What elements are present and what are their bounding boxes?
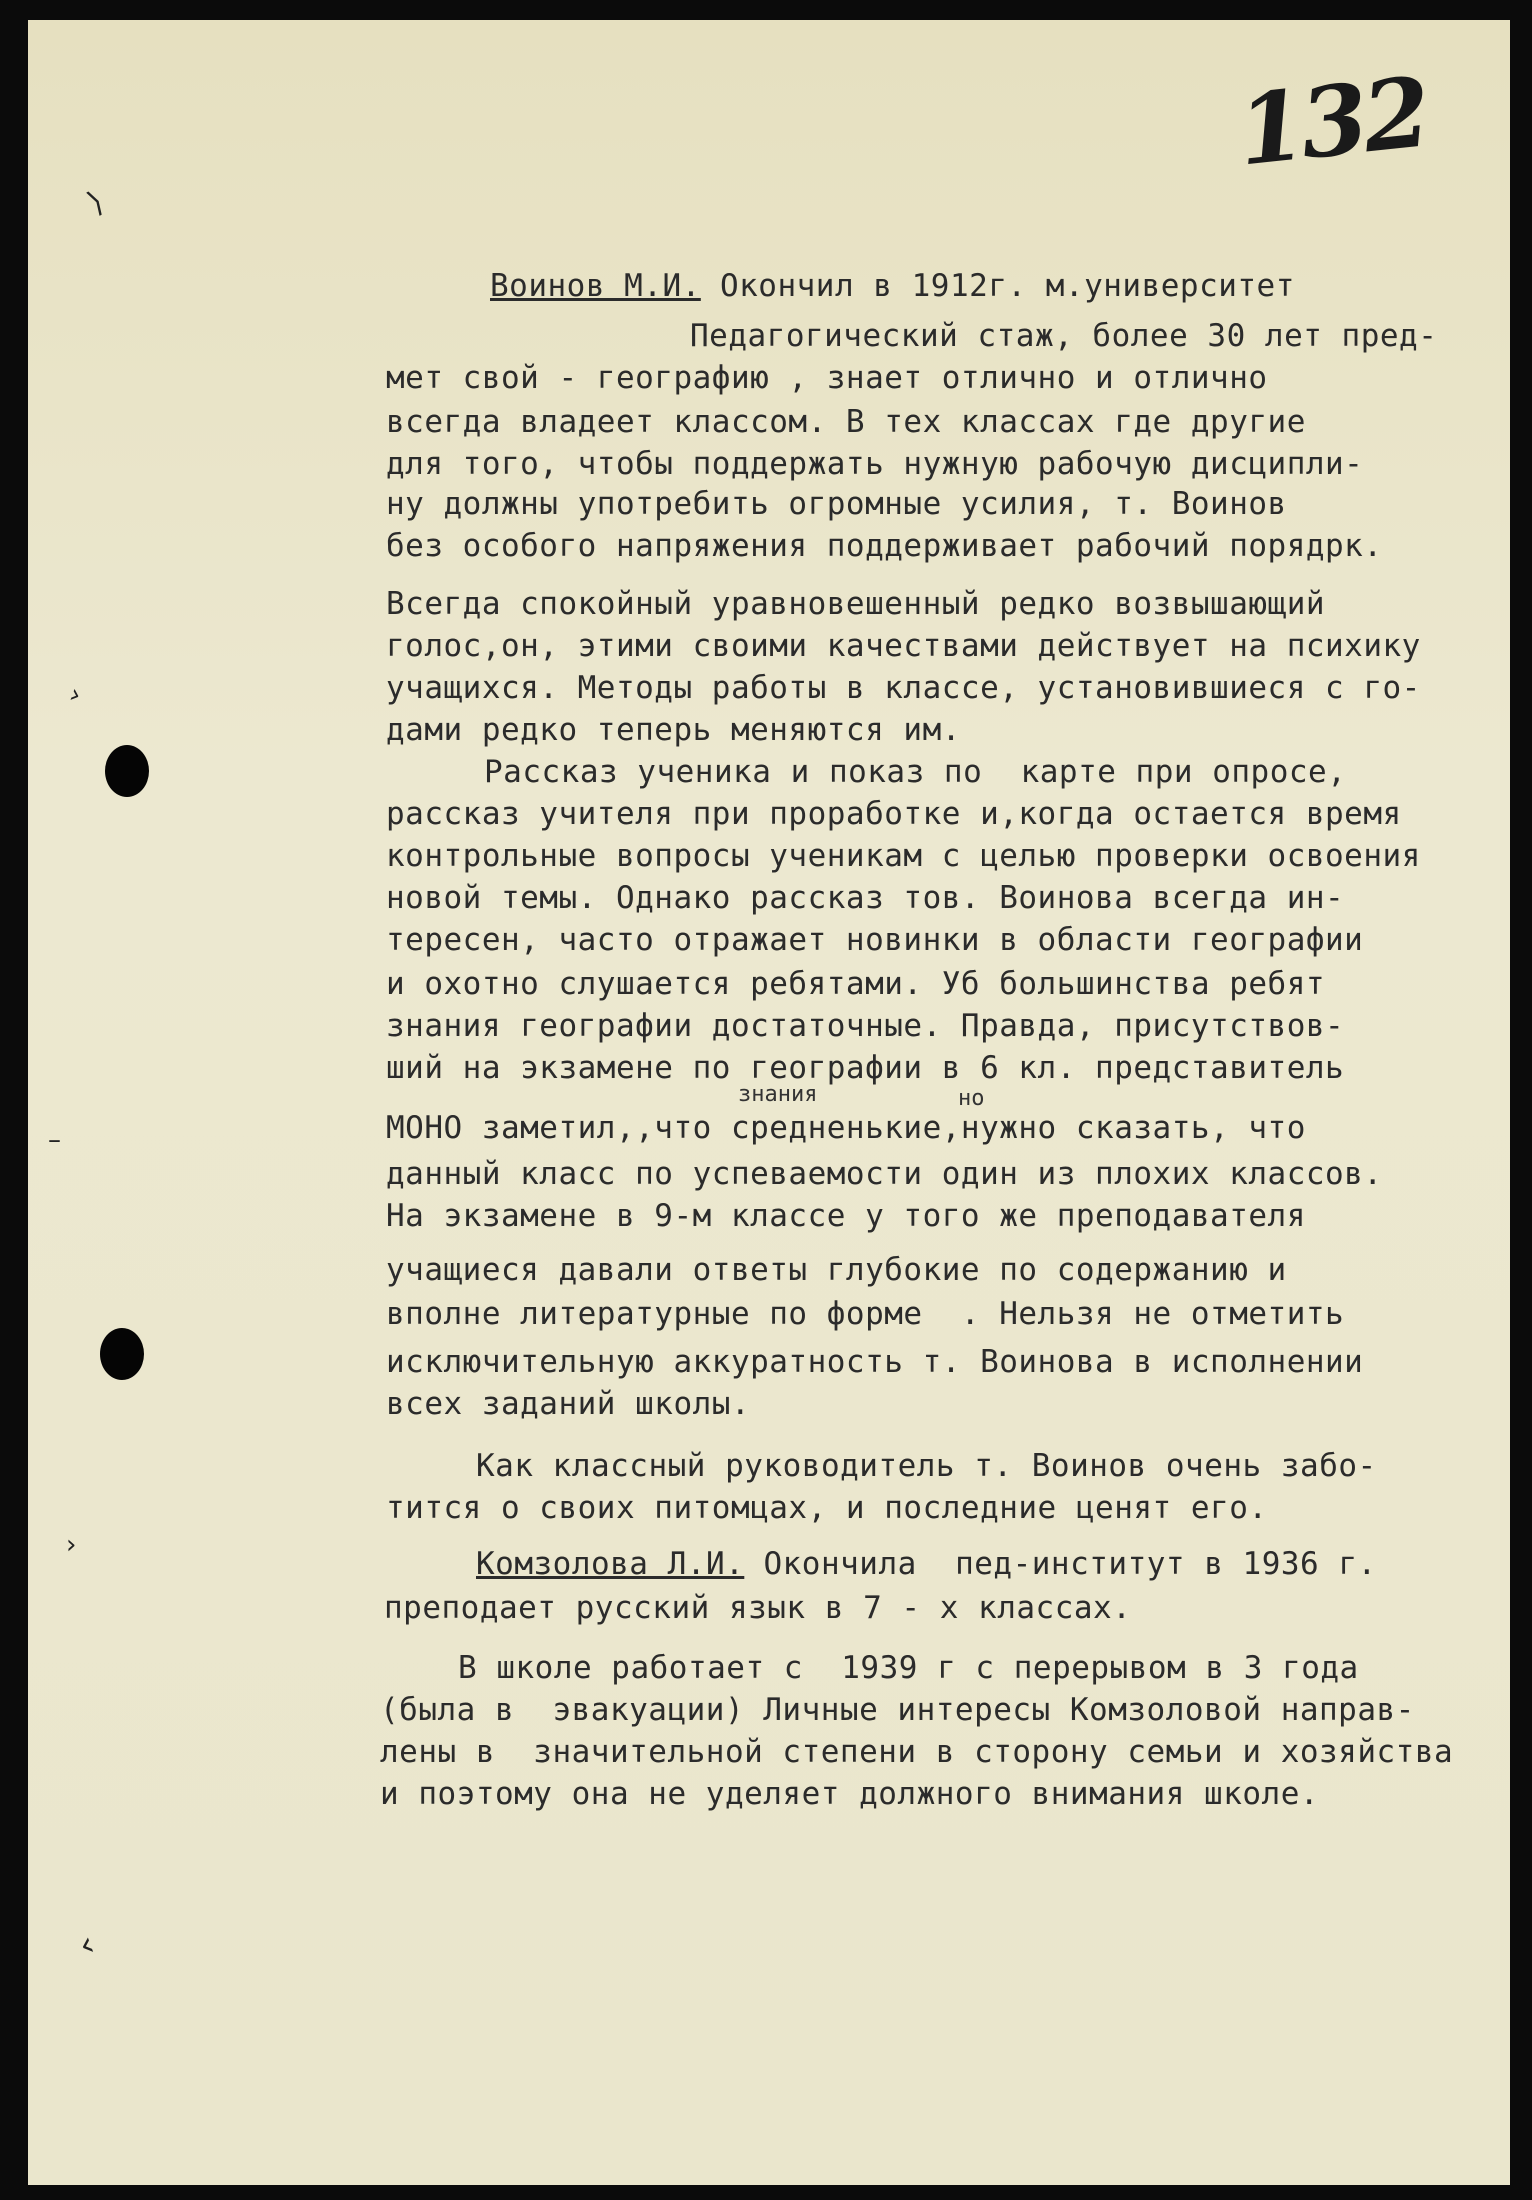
margin-mark: › [65,679,86,711]
margin-mark: ‹ [73,1923,101,1967]
text-line: и поэтому она не уделяет должного внимания школе. [380,1776,1320,1812]
text-line: голос,он, этими своими качествами действует на психику [386,628,1421,664]
text-line: и охотно слушается ребятами. Уб большинства ребят [386,966,1326,1002]
text-line: данный класс по успеваемости один из плохих классов. [386,1156,1383,1192]
margin-mark: – [48,1125,61,1155]
text-line: новой темы. Однако рассказ тов. Воинова всегда ин- [386,880,1345,916]
name-heading-voinov: Воинов М.И. [490,268,701,304]
text-line: вполне литературные по форме . Нельзя не отметить [386,1296,1345,1332]
text-line: Воинов М.И. Окончил в 1912г. м.университет [490,268,1295,304]
name-heading-komzolova: Комзолова Л.И. [476,1546,745,1582]
text-line: Комзолова Л.И. Окончила пед-институт в 1936 г. [476,1546,1377,1582]
text-line: контрольные вопросы ученикам с целью проверки освоения [386,838,1421,874]
text-line: учащихся. Методы работы в классе, установившиеся с го- [386,670,1421,706]
text-line: На экзамене в 9-м классе у того же преподавателя [386,1198,1306,1234]
text-line: рассказ учителя при проработке и,когда остается время [386,796,1402,832]
text-line: без особого напряжения поддерживает рабочий порядрк. [386,528,1383,564]
text-line: тересен, часто отражает новинки в области географии [386,922,1364,958]
text-line: всех заданий школы. [386,1386,751,1422]
margin-mark: ⟩ [82,184,110,221]
text-line: В школе работает с 1939 г с перерывом в 3 года [458,1650,1359,1686]
binding-hole [100,1328,144,1380]
text-line: ну должны употребить огромные усилия, т. Воинов [386,486,1287,522]
handwritten-insertion: но [958,1086,985,1111]
text-line: тится о своих питомцах, и последние ценят его. [386,1490,1268,1526]
handwritten-insertion: знания [738,1082,818,1107]
margin-mark: › [66,1530,77,1560]
document-page [28,20,1510,2185]
text-line: Всегда спокойный уравновешенный редко возвышающий [386,586,1326,622]
text-line: дами редко теперь меняются им. [386,712,961,748]
text-line: ший на экзамене по географии в 6 кл. представитель [386,1050,1345,1086]
text-line: МОНО заметил,,что средненькие,нужно сказать, что [386,1110,1306,1146]
text-line: Педагогический стаж, более 30 лет пред- [690,318,1438,354]
text-line: Как классный руководитель т. Воинов очень забо- [476,1448,1377,1484]
text-line: исключительную аккуратность т. Воинова в исполнении [386,1344,1364,1380]
text-line: знания географии достаточные. Правда, присутствов- [386,1008,1345,1044]
page-number: 132 [1232,55,1432,188]
text-line: лены в значительной степени в сторону семьи и хозяйства [380,1734,1454,1770]
text-line: всегда владеет классом. В тех классах где другие [386,404,1306,440]
text-line: Рассказ ученика и показ по карте при опросе, [484,754,1347,790]
text-line: для того, чтобы поддержать нужную рабочую дисципли- [386,446,1364,482]
text-line: (была в эвакуации) Личные интересы Комзоловой направ- [380,1692,1415,1728]
text-line: преподает русский язык в 7 - х классах. [384,1590,1132,1626]
binding-hole [105,745,149,797]
text-line: учащиеся давали ответы глубокие по содержанию и [386,1252,1287,1288]
text-line: мет свой - географию , знает отлично и отлично [386,360,1268,396]
